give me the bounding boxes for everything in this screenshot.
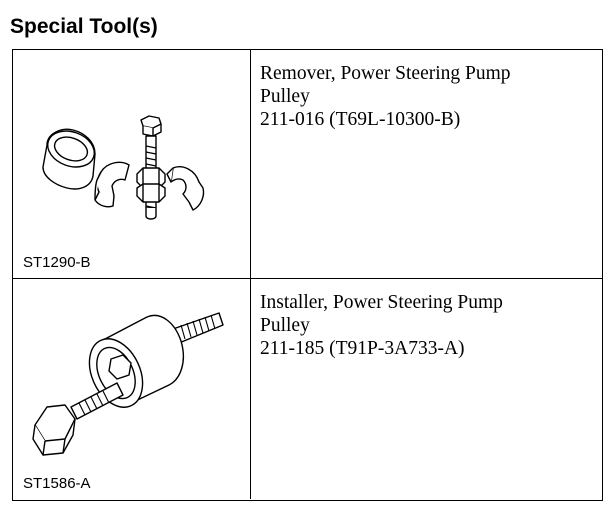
tool-description-cell <box>251 279 602 499</box>
tool-name-continued: Pulley <box>260 86 310 107</box>
section-title: Special Tool(s) <box>10 15 158 38</box>
tool-row <box>13 50 602 279</box>
tool-image-cell <box>13 50 251 278</box>
tool-row <box>13 279 602 499</box>
pulley-installer-illustration <box>13 279 249 498</box>
tool-art-id: ST1290-B <box>23 254 91 271</box>
tool-part-number: 211-185 (T91P-3A733-A) <box>260 338 465 359</box>
tool-name: Remover, Power Steering Pump <box>260 63 511 84</box>
tool-image-cell <box>13 279 251 499</box>
special-tools-table <box>12 49 603 501</box>
tool-part-number: 211-016 (T69L-10300-B) <box>260 109 461 130</box>
tool-name: Installer, Power Steering Pump <box>260 292 503 313</box>
tool-description-cell <box>251 50 602 278</box>
pulley-remover-illustration <box>13 50 249 278</box>
tool-name-continued: Pulley <box>260 315 310 336</box>
tool-art-id: ST1586-A <box>23 475 91 492</box>
